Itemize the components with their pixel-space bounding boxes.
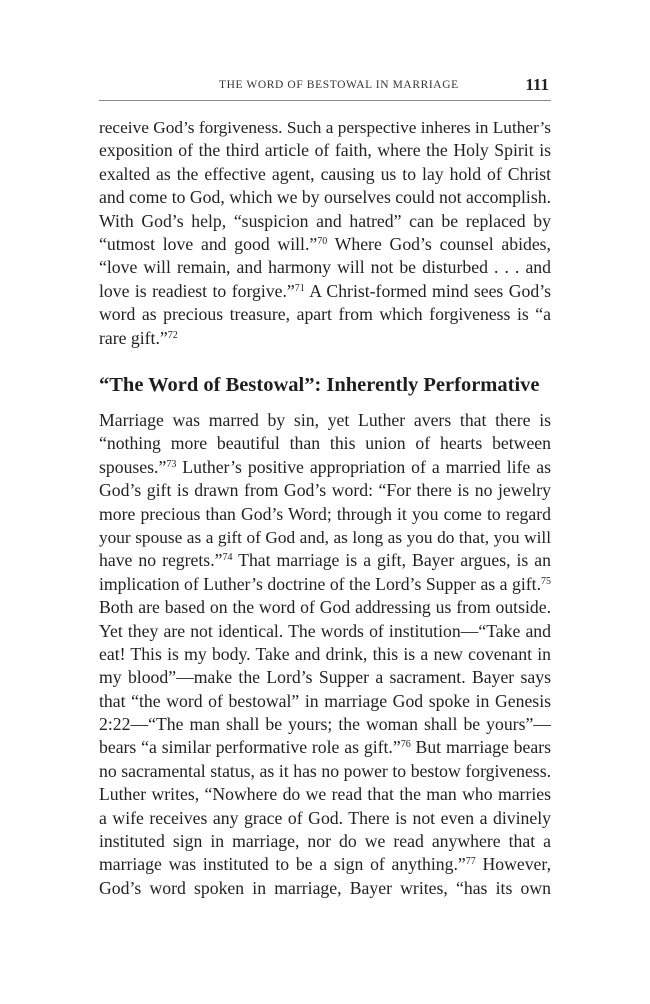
footnote-ref: 72: [167, 329, 178, 341]
text-line: Yet they are not identical. The words of institution—“Take and: [99, 620, 551, 641]
text-line: a wife receives any grace of God. There is not even a divinely: [99, 807, 551, 828]
text-line: your spouse as a gift of God and, as long as you do that, you will: [99, 527, 551, 547]
text-line: “utmost love and good will.”$^{70}$ Where God’s counsel abides,: [99, 233, 551, 254]
running-head-title: THE WORD OF BESTOWAL IN MARRIAGE: [219, 79, 459, 91]
text-line: “love will remain, and harmony will not be disturbed . . . and: [99, 257, 551, 278]
text-line: God’s word spoken in marriage, Bayer writes, “has its own: [99, 877, 551, 898]
text-line: spouses.”$^{73}$ Luther’s positive appropriation of a married life as: [99, 456, 551, 477]
page-number: 111: [525, 75, 549, 94]
footnote-ref: 76: [400, 739, 411, 751]
text-line: no sacramental status, as it has no power to bestow forgiveness.: [99, 760, 551, 781]
text-line: love is readiest to forgive.”$^{71}$ A Christ-formed mind sees God’s: [99, 280, 551, 301]
text-line: eat! This is my body. Take and drink, this is a new covenant in: [99, 643, 551, 664]
text-line: more precious than God’s Word; through it you come to regard: [99, 503, 551, 524]
text-line: exalted as the effective agent, causing us to lay hold of Christ: [99, 163, 551, 184]
text-line: 2:22—“The man shall be yours; the woman shall be yours”—: [99, 714, 551, 735]
paragraph-1: [99, 116, 551, 350]
text-line: exposition of the third article of faith, where the Holy Spirit is: [99, 140, 551, 161]
text-line: Luther writes, “Nowhere do we read that the man who marries: [99, 784, 551, 805]
section-heading: “The Word of Bestowal”: Inherently Performative: [99, 374, 540, 396]
text-line: word as precious treasure, apart from which forgiveness is “a: [99, 304, 551, 325]
footnote-ref: 71: [294, 282, 305, 294]
text-line: God’s gift is drawn from God’s word: “For there is no jewelry: [99, 480, 551, 501]
text-line: “nothing more beautiful than this union of hearts between: [99, 433, 551, 454]
text-line: instituted sign in marriage, nor do we read anywhere that a: [99, 831, 551, 852]
paragraph-2: [99, 409, 551, 900]
text-line: and come to God, which we by ourselves could not accomplish.: [99, 187, 551, 208]
text-line: bears “a similar performative role as gift.”$^{76}$ But marriage bears: [99, 737, 551, 758]
footnote-ref: 73: [166, 458, 177, 470]
text-line: receive God’s forgiveness. Such a perspective inheres in Luther’s: [99, 118, 551, 137]
footnote-ref: 75: [541, 575, 551, 587]
footnote-ref: 77: [465, 856, 476, 868]
text-line: With God’s help, “suspicion and hatred” can be replaced by: [99, 210, 551, 231]
text-line: have no regrets.”$^{74}$ That marriage is a gift, Bayer argues, is an: [99, 550, 551, 571]
running-head: [99, 76, 551, 101]
text-line: my blood”—make the Lord’s Supper a sacrament. Bayer says: [99, 667, 551, 688]
text-line: rare gift.”$^{72}$: [99, 327, 178, 348]
text-line: Marriage was marred by sin, yet Luther avers that there is: [99, 410, 551, 430]
text-line: implication of Luther’s doctrine of the Lord’s Supper as a gift.$^{75}$: [99, 573, 551, 594]
footnote-ref: 70: [317, 235, 328, 247]
text-line: marriage was instituted to be a sign of anything.”$^{77}$ However,: [99, 854, 551, 875]
footnote-ref: 74: [222, 552, 233, 564]
text-line: Both are based on the word of God addressing us from outside.: [99, 597, 551, 618]
text-line: that “the word of bestowal” in marriage God spoke in Genesis: [99, 690, 551, 711]
